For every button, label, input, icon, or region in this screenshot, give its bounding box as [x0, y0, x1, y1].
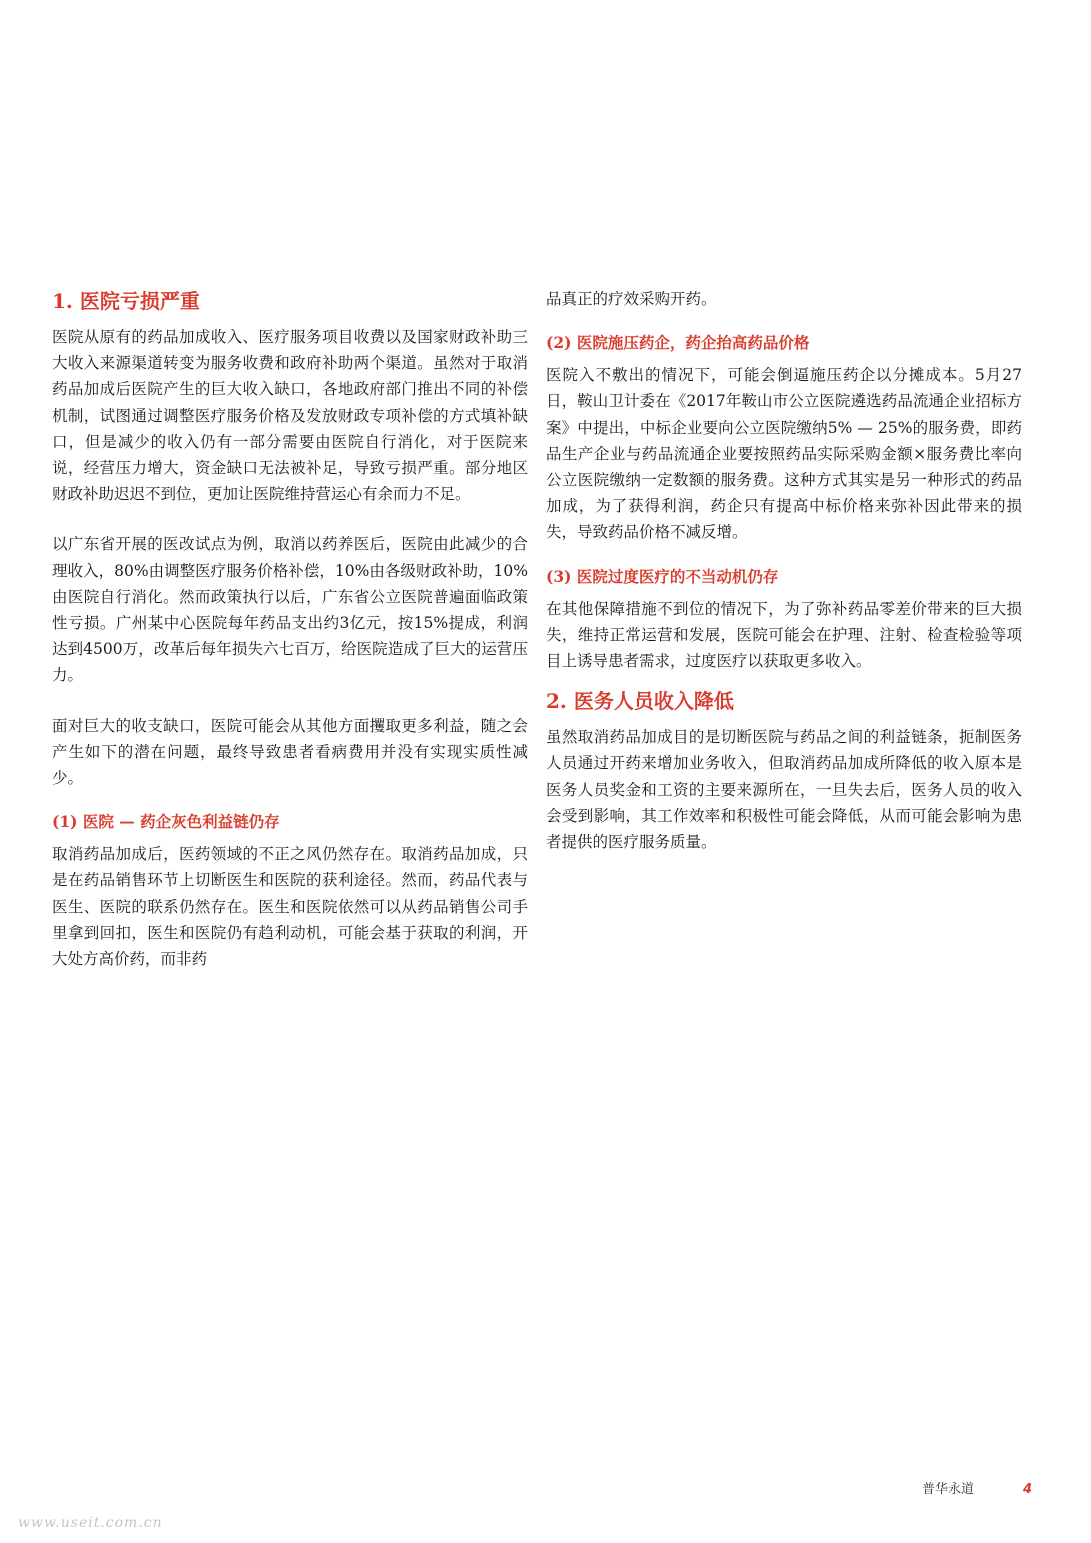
- section-1-heading: 1. 医院亏损严重: [52, 289, 200, 313]
- footer-brand: 普华永道: [922, 1482, 975, 1497]
- section-2-heading: 2. 医务人员收入降低: [546, 689, 734, 714]
- section-1-paragraph-3: 面对巨大的收支缺口，医院可能会从其他方面攫取更多利益，随之会产生如下的潜在问题，最终导致患者看病费用并没有实现实质性减少。: [52, 716, 528, 788]
- subsection-2-heading: (2) 医院施压药企，药企抬高药品价格: [546, 333, 810, 353]
- watermark: www.useit.com.cn: [18, 1515, 163, 1531]
- section-1-paragraph-1: 医院从原有的药品加成收入、医疗服务项目收费以及国家财政补助三大收入来源渠道转变为服务收费和政府补助两个渠道。虽然对于取消药品加成后医院产生的巨大收入缺口，各地政府部门推出不同的补偿机制，试图通过调整医疗服务价格及发放财政专项补偿的方式填补缺口，但是减少的收入仍有一部分需要由医院自行消化，对于医院来说，经营压力增大，资金缺口无法被补足，导致亏损严重。部分地区财政补助迟迟不到位，更加让医院维持营运心有余而力不足。: [52, 328, 528, 504]
- subsection-2-paragraph: 医院入不敷出的情况下，可能会倒逼施压药企以分摊成本。5月27日，鞍山卫计委在《2017年鞍山市公立医院遴选药品流通企业招标方案》中提出，中标企业要向公立医院缴纳5% — 25%的服务费，即药品生产企业与药品流通企业要按照药品实际采购金额×服务费比率向公立医院缴纳一定数额的服务费。这种方式其实是另一种形式的药品加成，为了获得利润，药企只有提高中标价格来弥补因此带来的损失，导致药品价格不减反增。: [546, 366, 1022, 542]
- subsection-3-paragraph: 在其他保障措施不到位的情况下，为了弥补药品零差价带来的巨大损失，维持正常运营和发展，医院可能会在护理、注射、检查检验等项目上诱导患者需求，过度医疗以获取更多收入。: [546, 599, 1022, 671]
- left-column: [52, 286, 528, 972]
- subsection-3-heading: (3) 医院过度医疗的不当动机仍存: [546, 566, 779, 586]
- section-2-paragraph: 虽然取消药品加成目的是切断医院与药品之间的利益链条，扼制医务人员通过开药来增加业务收入，但取消药品加成所降低的收入原本是医务人员奖金和工资的主要来源所在，一旦失去后，医务人员的收入会受到影响，其工作效率和积极性可能会降低，从而可能会影响为患者提供的医疗服务质量。: [546, 728, 1022, 852]
- subsection-1-heading: (1) 医院 — 药企灰色利益链仍存: [52, 812, 280, 832]
- section-1-paragraph-2: 以广东省开展的医改试点为例，取消以药养医后，医院由此减少的合理收入，80%由调整医疗服务价格补偿，10%由各级财政补助，10%由医院自行消化。然而政策执行以后，广东省公立医院普遍面临政策性亏损。广州某中心医院每年药品支出约3亿元，按15%提成，利润达到4500万，改革后每年损失六七百万，给医院造成了巨大的运营压力。: [52, 535, 528, 685]
- right-column: [546, 286, 1022, 855]
- subsection-1-paragraph: 取消药品加成后，医药领域的不正之风仍然存在。取消药品加成，只是在药品销售环节上切断医生和医院的获利途径。然而，药品代表与医生、医院的联系仍然存在。医生和医院依然可以从药品销售公司手里拿到回扣，医生和医院仍有趋利动机，可能会基于获取的利润，开大处方高价药，而非药: [52, 845, 528, 969]
- page-number: 4: [1023, 1482, 1033, 1497]
- continued-text: 品真正的疗效采购开药。: [546, 290, 717, 308]
